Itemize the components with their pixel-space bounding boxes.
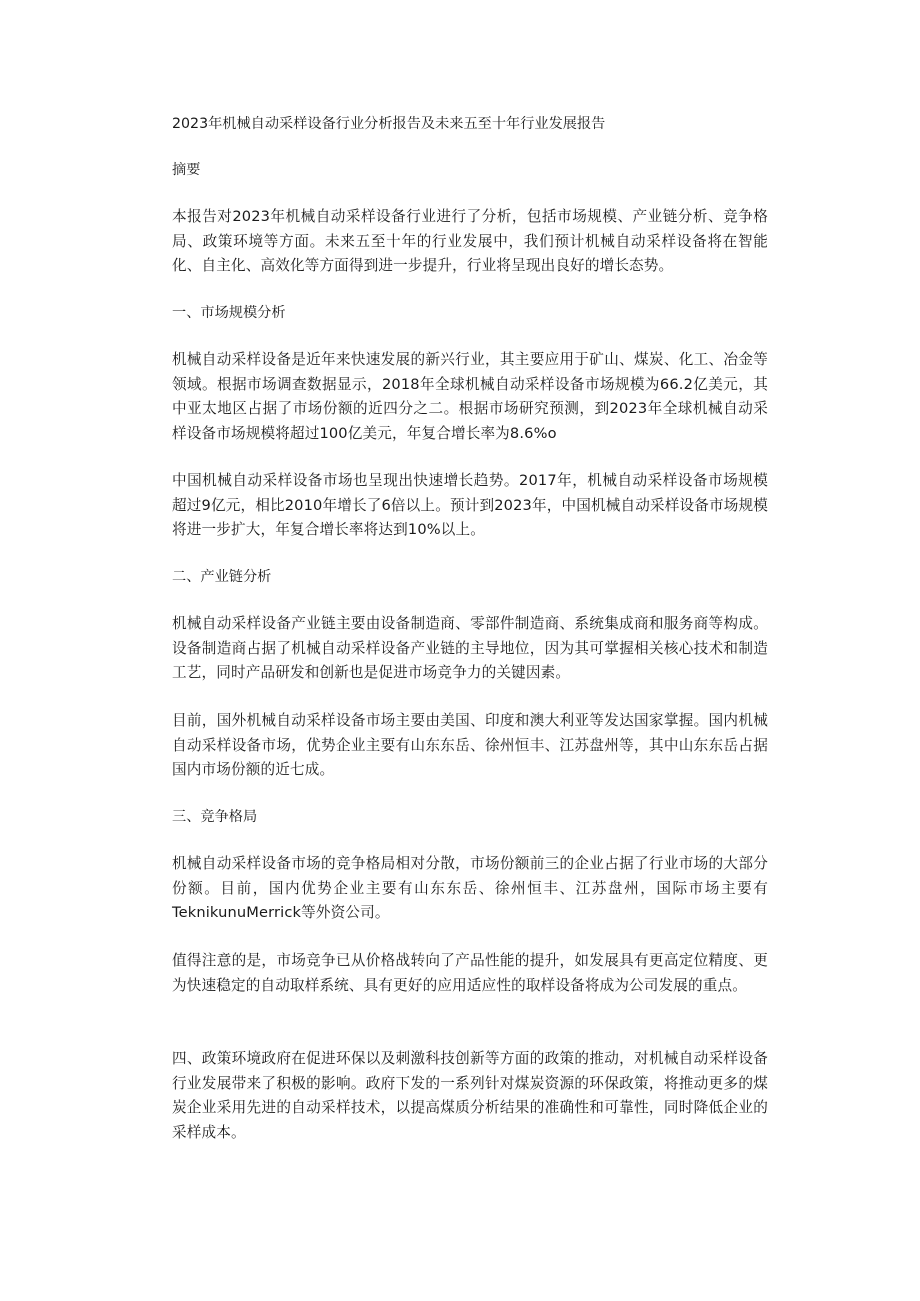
abstract-heading: 摘要 [172, 162, 201, 178]
paragraph-market-size-global: 机械自动采样设备是近年来快速发展的新兴行业，其主要应用于矿山、煤炭、化工、冶金等领域。根据市场调查数据显示，2018年全球机械自动采样设备市场规模为66.2亿美元，其中亚太地区占据了市场份额的近四分之二。根据市场研究预测，到2023年全球机械自动采样设备市场规模将超过100亿美元，年复合增长率为8.6%o [172, 351, 768, 442]
document-title: 2023年机械自动采样设备行业分析报告及未来五至十年行业发展报告 [172, 116, 606, 132]
paragraph-competition-landscape: 机械自动采样设备市场的竞争格局相对分散，市场份额前三的企业占据了行业市场的大部分份额。目前，国内优势企业主要有山东东岳、徐州恒丰、江苏盘州，国际市场主要有TeknikunuMerrick等外资公司。 [172, 855, 768, 921]
paragraph-policy-environment: 四、政策环境政府在促进环保以及刺激科技创新等方面的政策的推动，对机械自动采样设备行业发展带来了积极的影响。政府下发的一系列针对煤炭资源的环保政策，将推动更多的煤炭企业采用先进的自动采样技术，以提高煤质分析结果的准确性和可靠性，同时降低企业的采样成本。 [172, 1050, 768, 1141]
section-heading-market-size: 一、市场规模分析 [172, 305, 286, 321]
paragraph-industry-chain-market: 目前，国外机械自动采样设备市场主要由美国、印度和澳大利亚等发达国家掌握。国内机械自动采样设备市场，优势企业主要有山东东岳、徐州恒丰、江苏盘州等，其中山东东岳占据国内市场份额的近七成。 [172, 712, 768, 778]
abstract-paragraph: 本报告对2023年机械自动采样设备行业进行了分析，包括市场规模、产业链分析、竞争格局、政策环境等方面。未来五至十年的行业发展中，我们预计机械自动采样设备将在智能化、自主化、高效化等方面得到进一步提升，行业将呈现出良好的增长态势。 [172, 208, 768, 274]
paragraph-market-size-china: 中国机械自动采样设备市场也呈现出快速增长趋势。2017年，机械自动采样设备市场规模超过9亿元，相比2010年增长了6倍以上。预计到2023年，中国机械自动采样设备市场规模将进一步扩大，年复合增长率将达到10%以上。 [172, 472, 768, 538]
paragraph-competition-trend: 值得注意的是，市场竞争已从价格战转向了产品性能的提升，如发展具有更高定位精度、更为快速稳定的自动取样系统、具有更好的应用适应性的取样设备将成为公司发展的重点。 [172, 952, 768, 994]
paragraph-industry-chain-structure: 机械自动采样设备产业链主要由设备制造商、零部件制造商、系统集成商和服务商等构成。设备制造商占据了机械自动采样设备产业链的主导地位，因为其可掌握相关核心技术和制造工艺，同时产品研发和创新也是促进市场竞争力的关键因素。 [172, 615, 768, 681]
section-heading-competition: 三、竞争格局 [172, 809, 258, 825]
section-heading-industry-chain: 二、产业链分析 [172, 569, 272, 585]
